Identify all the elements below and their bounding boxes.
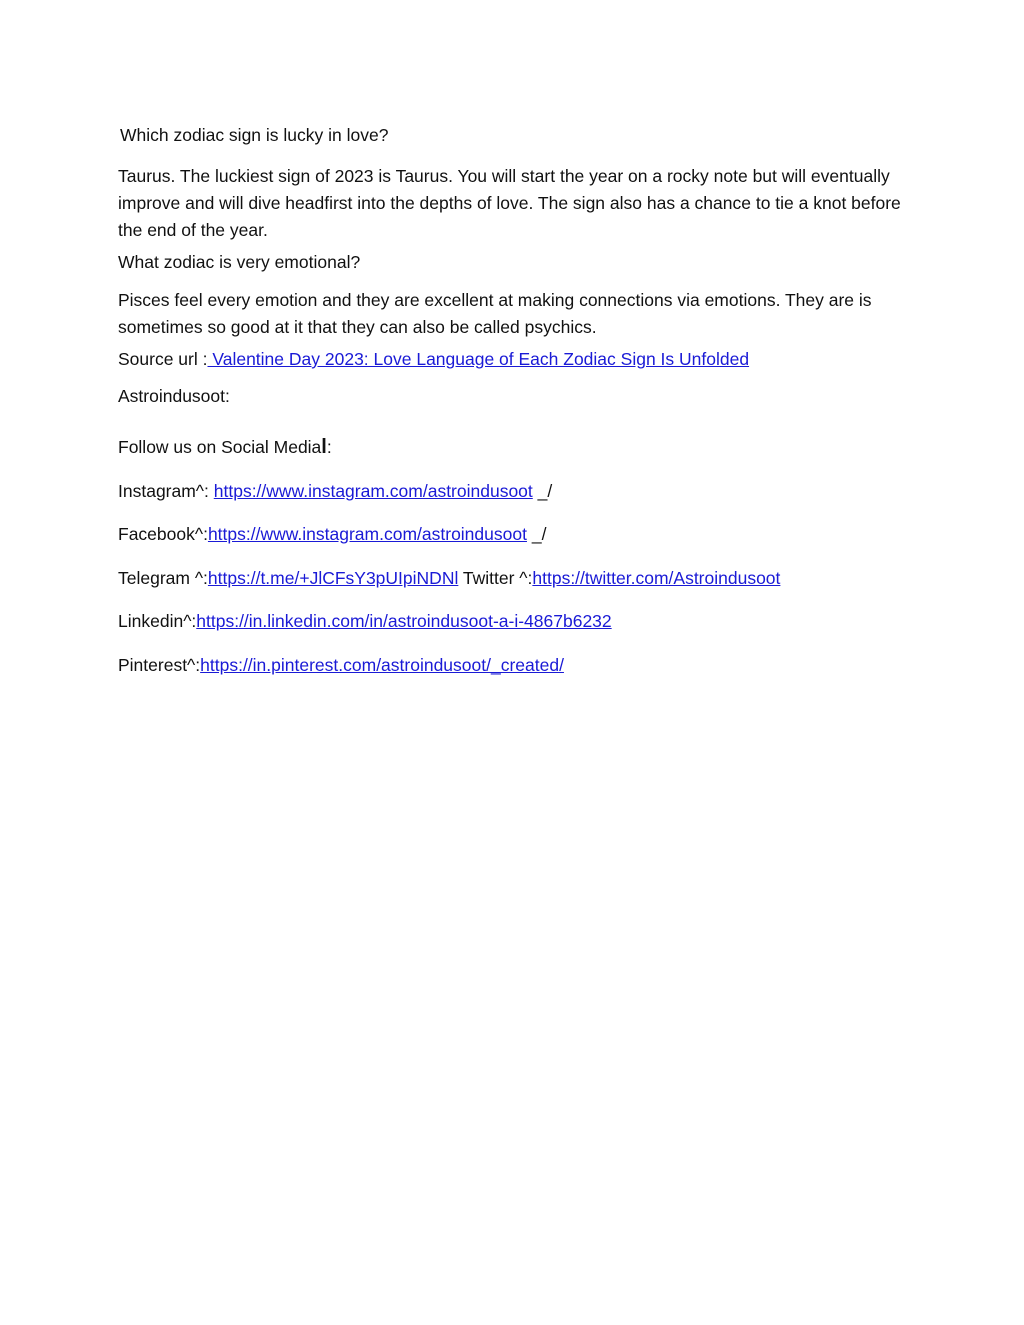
answer-pisces: Pisces feel every emotion and they are excellent at making connections via emotions. They are is sometimes so good at it that they can also be called psychics. xyxy=(118,290,872,337)
source-label: Source url : xyxy=(118,349,208,369)
follow-glyph: l xyxy=(321,436,327,458)
linkedin-label: Linkedin^: xyxy=(118,611,197,631)
telegram-label: Telegram ^: xyxy=(118,568,208,588)
linkedin-link[interactable]: https://in.linkedin.com/in/astroindusoot-a-i-4867b6232 xyxy=(196,611,612,631)
question-emotional: What zodiac is very emotional? xyxy=(118,252,361,272)
answer-taurus: Taurus. The luckiest sign of 2023 is Taurus. You will start the year on a rocky note but will eventually improve and will dive headfirst into the depths of love. The sign also has a chance to tie a knot before the end of the year. xyxy=(118,166,901,240)
pinterest-link[interactable]: https://in.pinterest.com/astroindusoot/_created/ xyxy=(200,655,564,675)
twitter-label: Twitter ^: xyxy=(458,568,533,588)
source-link[interactable]: Valentine Day 2023: Love Language of Each Zodiac Sign Is Unfolded xyxy=(207,349,750,369)
follow-heading xyxy=(118,434,332,461)
question-lucky-in-love: Which zodiac sign is lucky in love? xyxy=(120,125,389,145)
follow-text: Follow us on Social Media xyxy=(118,437,322,457)
facebook-label: Facebook^: xyxy=(118,524,208,544)
telegram-twitter-line xyxy=(118,565,780,592)
instagram-link[interactable]: https://www.instagram.com/astroindusoot xyxy=(213,481,533,501)
instagram-suffix: _/ xyxy=(532,481,553,501)
linkedin-line xyxy=(118,608,612,635)
facebook-link[interactable]: https://www.instagram.com/astroindusoot xyxy=(207,524,527,544)
source-line xyxy=(118,346,749,373)
facebook-line xyxy=(118,521,546,548)
follow-colon: : xyxy=(326,437,332,457)
instagram-line xyxy=(118,478,552,505)
pinterest-label: Pinterest^: xyxy=(118,655,201,675)
pinterest-line xyxy=(118,652,564,679)
instagram-label: Instagram^: xyxy=(118,481,214,501)
telegram-link[interactable]: https://t.me/+JlCFsY3pUIpiNDNl xyxy=(207,568,459,588)
twitter-link[interactable]: https://twitter.com/Astroindusoot xyxy=(532,568,781,588)
facebook-suffix: _/ xyxy=(526,524,547,544)
brand-name: Astroindusoot: xyxy=(118,386,230,406)
